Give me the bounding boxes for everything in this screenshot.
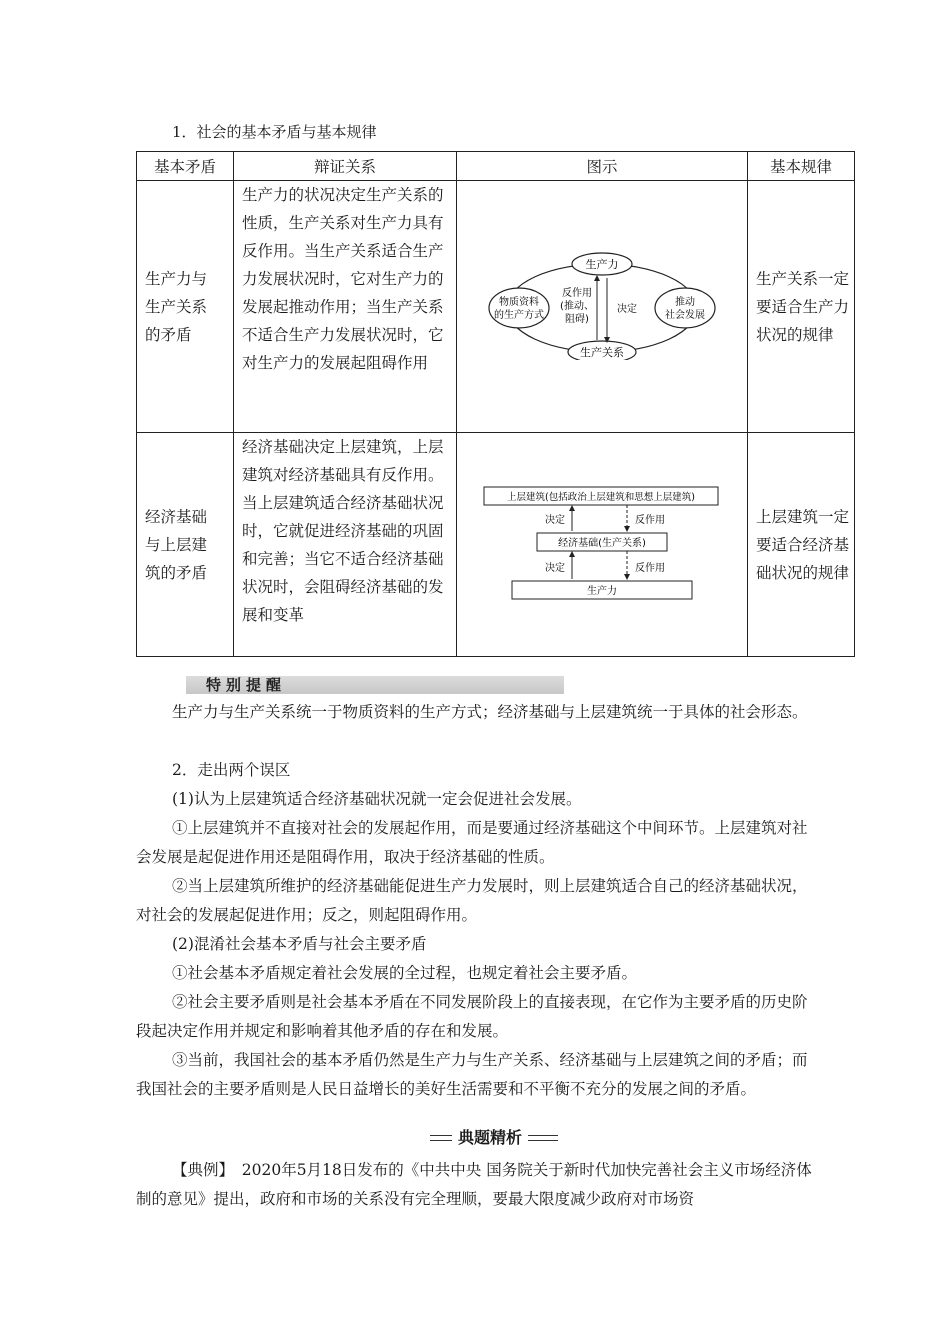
header-law: 基本规律 <box>748 152 855 181</box>
misconception-1-point-2: ②当上层建筑所维护的经济基础能促进生产力发展时，则上层建筑适合自己的经济基础状况，对社会的发展起促进作用；反之，则起阻碍作用。 <box>136 877 808 924</box>
reaction-label-2: (推动、 <box>560 300 594 312</box>
diagram-cell <box>457 181 748 433</box>
reaction-label-3: 阻碍) <box>565 313 589 325</box>
example-text: 【典例】 2020年5月18日发布的《中共中央 国务院关于新时代加快完善社会主义市场经济体制的意见》提出，政府和市场的关系没有完全理顺，要最大限度减少政府对市场资 <box>136 1161 812 1208</box>
reaction-label-1: 反作用 <box>635 514 665 526</box>
law-cell: 生产关系一定要适合生产力状况的规律 <box>748 181 855 433</box>
node-productivity-label: 生产力 <box>585 257 619 271</box>
box-productivity-label: 生产力 <box>587 585 617 597</box>
diagram-cell <box>457 433 748 657</box>
table-row <box>137 181 855 433</box>
header-contradiction: 基本矛盾 <box>137 152 234 181</box>
contradiction-cell: 经济基础 与上层建 筑的矛盾 <box>137 433 234 657</box>
reaction-label-1: 反作用 <box>562 287 592 299</box>
node-mode-label-1: 物质资料 <box>499 296 539 308</box>
node-relations-label: 生产关系 <box>580 345 624 359</box>
section-1-title: 1．社会的基本矛盾与基本规律 <box>172 123 377 141</box>
box-economic-base-label: 经济基础(生产关系) <box>558 537 646 549</box>
section-3-heading <box>430 1125 558 1147</box>
misconception-2-point-3: ③当前，我国社会的基本矛盾仍然是生产力与生产关系、经济基础与上层建筑之间的矛盾；而我国社会的主要矛盾则是人民日益增长的美好生活需要和不平衡不充分的发展之间的矛盾。 <box>136 1051 808 1098</box>
box-superstructure-label: 上层建筑(包括政治上层建筑和思想上层建筑) <box>507 491 695 503</box>
decide-label-1: 决定 <box>545 514 565 526</box>
table-header-row <box>137 152 855 181</box>
section-2-title: 2．走出两个误区 <box>172 761 291 779</box>
node-development-label-1: 推动 <box>675 296 695 308</box>
superstructure-diagram <box>482 483 722 603</box>
misconception-2-point-2: ②社会主要矛盾则是社会基本矛盾在不同发展阶段上的直接表现，在它作为主要矛盾的历史阶段起决定作用并规定和影响着其他矛盾的存在和发展。 <box>136 993 808 1040</box>
relation-cell: 经济基础决定上层建筑，上层建筑对经济基础具有反作用。当上层建筑适合经济基础状况时，它就促进经济基础的巩固和完善；当它不适合经济基础状况时，会阻碍经济基础的发展和变革 <box>234 433 457 657</box>
special-reminder-label: 特别提醒 <box>206 676 287 694</box>
misconception-2-title: (2)混淆社会基本矛盾与社会主要矛盾 <box>172 935 427 953</box>
header-relation: 辩证关系 <box>234 152 457 181</box>
table-row <box>137 433 855 657</box>
header-diagram: 图示 <box>457 152 748 181</box>
production-diagram <box>487 250 717 360</box>
node-development-label-2: 社会发展 <box>665 309 705 321</box>
decide-label: 决定 <box>617 303 637 315</box>
section-3-title: 典题精析 <box>452 1125 528 1148</box>
misconception-2-point-1: ①社会基本矛盾规定着社会发展的全过程，也规定着社会主要矛盾。 <box>172 964 638 982</box>
contradiction-table <box>136 151 855 657</box>
misconception-1-title: (1)认为上层建筑适合经济基础状况就一定会促进社会发展。 <box>172 790 582 808</box>
decide-label-2: 决定 <box>545 562 565 574</box>
relation-cell: 生产力的状况决定生产关系的性质，生产关系对生产力具有反作用。当生产关系适合生产力发展状况时，它对生产力的发展起推动作用；当生产关系不适合生产力发展状况时，它对生产力的发展起阻碍作用 <box>234 181 457 433</box>
node-mode <box>489 288 549 328</box>
misconception-1-point-1: ①上层建筑并不直接对社会的发展起作用，而是要通过经济基础这个中间环节。上层建筑对社会发展是起促进作用还是阻碍作用，取决于经济基础的性质。 <box>136 819 808 866</box>
contradiction-cell: 生产力与 生产关系 的矛盾 <box>137 181 234 433</box>
reminder-text: 生产力与生产关系统一于物质资料的生产方式；经济基础与上层建筑统一于具体的社会形态。 <box>172 703 808 721</box>
node-development <box>655 288 715 328</box>
law-cell: 上层建筑一定要适合经济基础状况的规律 <box>748 433 855 657</box>
reaction-label-2: 反作用 <box>635 562 665 574</box>
special-reminder-banner <box>186 676 564 694</box>
node-mode-label-2: 的生产方式 <box>494 309 544 321</box>
